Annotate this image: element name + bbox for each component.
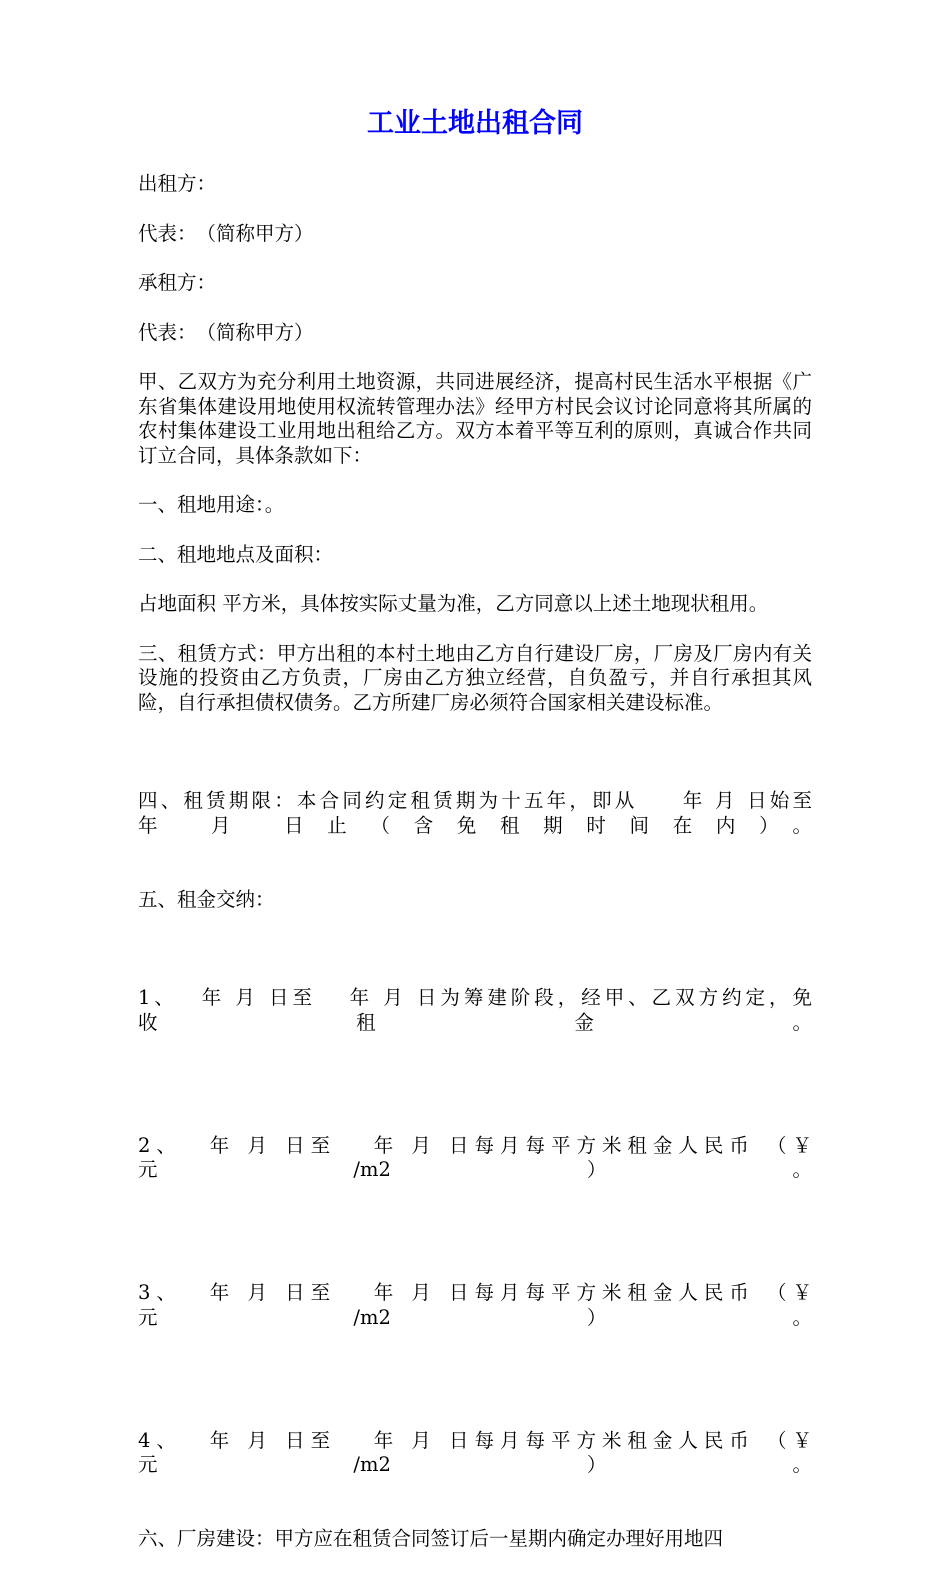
rent-item-1-line-2: 收租金。 — [138, 1010, 812, 1034]
clause-4-line-1: 四、租赁期限：本合同约定租赁期为十五年，即从 年 月 日始至 — [138, 789, 812, 812]
intro-paragraph: 甲、乙双方为充分利用土地资源，共同进展经济，提高村民生活水平根据《广东省集体建设用地使用权流转管理办法》经甲方村民会议讨论同意将其所属的农村集体建设工业用地出租给乙方。双方本着平等互利的原则，真诚合作共同订立合同，具体条款如下： — [138, 370, 812, 467]
rent-item-4-line-2: 元/m2）。 — [138, 1453, 812, 1476]
lessor-label: 出租方： — [138, 172, 217, 195]
rent-item-4 — [138, 1380, 812, 1503]
lessee-label: 承租方： — [138, 271, 217, 294]
rent-item-1 — [138, 937, 812, 1060]
clause-2-detail: 占地面积 平方米，具体按实际丈量为准，乙方同意以上述土地现状租用。 — [138, 592, 769, 615]
rent-item-2-line-2: 元/m2）。 — [138, 1158, 812, 1181]
lessee-representative: 代表： （简称甲方） — [138, 320, 314, 344]
document-title: 工业土地出租合同 — [367, 108, 583, 139]
clause-3-lease-method: 三、租赁方式：甲方出租的本村土地由乙方自行建设厂房，厂房及厂房内有关设施的投资由乙方负责，厂房由乙方独立经营，自负盈亏，并自行承担其风险，自行承担债权债务。乙方所建厂房必须符合国家相关建设标准。 — [138, 641, 812, 714]
clause-2-location-area: 二、租地地点及面积： — [138, 542, 334, 566]
rent-item-1-line-1: 1、 年 月 日至 年 月 日为筹建阶段，经甲、乙双方约定，免 — [138, 986, 812, 1009]
rent-item-3-line-2: 元/m2）。 — [138, 1305, 812, 1329]
rent-item-3-line-1: 3、 年 月 日至 年 月 日每月每平方米租金人民币 （￥ — [138, 1281, 812, 1304]
rent-item-2-line-1: 2、 年 月 日至 年 月 日每月每平方米租金人民币 （￥ — [138, 1133, 812, 1157]
clause-6-factory-construction: 六、厂房建设：甲方应在租赁合同签订后一星期内确定办理好用地四 — [138, 1527, 724, 1550]
clause-4-lease-term — [138, 740, 812, 863]
clause-4-line-2: 年 月 日止（含免租期时间在内）。 — [138, 813, 812, 837]
clause-1-land-use: 一、租地用途：。 — [138, 493, 285, 516]
rent-item-3 — [138, 1232, 812, 1355]
rent-item-4-line-1: 4、 年 月 日至 年 月 日每月每平方米租金人民币 （￥ — [138, 1428, 812, 1452]
document-body — [138, 172, 812, 1577]
rent-item-2 — [138, 1085, 812, 1208]
clause-5-rent-payment: 五、租金交纳： — [138, 887, 275, 911]
lessor-representative: 代表： （简称甲方） — [138, 221, 314, 245]
